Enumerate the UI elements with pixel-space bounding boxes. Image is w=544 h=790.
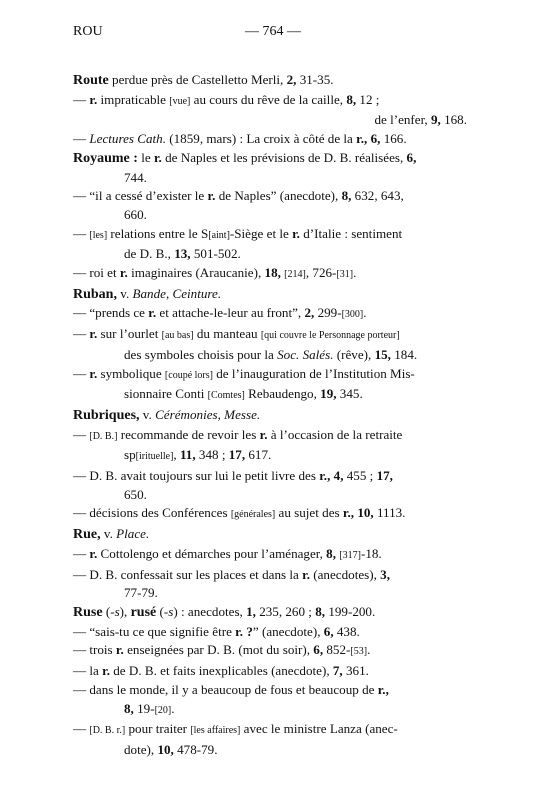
entry-text: — roi et [73,265,120,281]
index-line [73,71,467,91]
index-line [73,720,467,741]
entry-text: 660. [124,206,147,222]
entry-text: 235, 260 ; [255,603,316,619]
entry-text: -Siège et le [229,225,293,241]
italic-text: Bande, Ceinture. [132,285,222,301]
entry-text: relations entre le S [107,225,209,241]
index-line [73,486,467,505]
entry-text: et attache-le-leur au front”, [156,305,305,321]
editorial-insert: [coupé lors] [164,369,213,381]
entry-text: . [171,700,175,716]
entry-text: 184. [390,346,418,362]
entry-text: — dans le monde, il y a beaucoup de fous et beaucoup de [73,681,378,697]
volume-ref: 6, [406,149,417,165]
entry-text: v. [116,285,133,301]
italic-text: -s [110,603,120,619]
index-line [73,681,467,700]
index-line [73,741,467,760]
volume-ref: r. [207,188,216,204]
entry-text: de D. B. et faits inexplicables (anecdote), [109,663,333,679]
entry-text: imaginaires (Araucanie), [127,265,265,281]
entry-text: 617. [245,447,272,463]
index-line [73,504,467,525]
editorial-insert: [300] [341,309,364,321]
editorial-insert: [20] [154,704,172,716]
entry-text: sp [124,447,136,463]
entry-text: au sujet des [275,505,343,521]
volume-ref: 10, [157,741,174,757]
headword: Ruban, [73,286,117,302]
italic-text: Cérémonies, Messe. [155,406,261,422]
index-line [73,700,467,721]
entry-text: — la [73,663,103,679]
index-line [73,111,467,130]
entry-text: 478-79. [173,741,218,757]
index-line [73,603,467,623]
entry-text: . [363,305,367,321]
volume-ref: r. [102,663,110,679]
index-line [73,385,467,406]
volume-ref: 2, [286,72,297,87]
volume-ref: r. [89,326,98,342]
entry-text: — trois [73,642,116,658]
volume-ref: 3, [380,566,390,582]
entry-text: — D. B. avait toujours sur lui le petit livre des [73,468,320,484]
editorial-insert: [31] [336,269,354,281]
editorial-insert: [vue] [169,95,191,107]
entry-text: des symboles choisis pour la [124,346,278,362]
index-line [73,545,467,566]
editorial-insert: [qui couvre le Personnage porteur] [260,330,400,342]
entry-text: sionnaire Conti [124,386,208,402]
volume-ref: r. [302,566,310,582]
volume-ref: r. [259,426,268,442]
entry-text: d’Italie : sentiment [299,225,403,241]
italic-text: Lectures Cath. [89,131,166,147]
entry-text: 744. [124,169,147,185]
entry-text: , 726- [305,265,337,281]
entry-text: de l’enfer, [374,112,431,128]
entry-text: symbolique [97,365,165,381]
index-line [73,662,467,681]
entry-text: — [73,91,90,107]
entry-text: 501-502. [190,246,241,262]
italic-text: Soc. Salés. [277,346,334,362]
editorial-insert: [les] [89,229,108,241]
volume-ref: r., [319,468,331,484]
entry-text: — [73,365,90,381]
volume-ref: r., [377,681,389,697]
entry-text: de Naples et les prévisions de D. B. réalisées, [161,149,407,165]
entry-text: 299- [314,305,342,321]
entry-text: Rebaudengo, [244,386,321,402]
entry-text: ” (anecdote), [252,623,324,639]
index-line [73,346,467,365]
italic-text: Place. [116,526,150,542]
index-line [73,264,467,285]
entry-text: 1113. [373,505,406,521]
entry-text: — décisions des Conférences [73,505,231,521]
entry-text: 852- [323,642,351,658]
entry-text: — [73,326,90,342]
entry-text: du manteau [193,326,261,342]
entry-text: 166. [380,131,407,147]
volume-ref: 8, [326,545,336,561]
entry-text: — “prends ce [73,305,149,321]
page-number: — 764 — [245,24,301,39]
volume-ref: 6, [323,623,334,639]
volume-ref: 17, [376,468,393,484]
index-line [73,566,467,585]
editorial-insert: [D. B. r.] [89,725,126,737]
volume-ref: 1, [246,603,256,619]
entry-text: impraticable [97,91,170,107]
volume-ref: 17, [228,447,246,463]
entry-text: — [73,426,90,442]
entry-text: au cours du rêve de la caille, [190,91,347,107]
editorial-insert: [214] [284,269,306,281]
volume-ref: r. [153,149,162,165]
entry-text: de l’inauguration de l’Institution Mis- [212,365,415,381]
index-line [73,406,467,426]
entry-text: avec le ministre Lanza (anec- [240,721,398,737]
editorial-insert: [aint] [208,229,230,241]
index-line [73,641,467,662]
entry-text: — “sais-tu ce que signifie être [73,623,236,639]
entry-text: 438. [333,623,360,639]
index-line [73,426,467,447]
entry-text: de Naples” (anecdote), [215,188,342,204]
index-line [73,325,467,346]
volume-ref: 9, [430,112,441,128]
volume-ref: r. [148,305,157,321]
volume-ref: r., [356,131,368,147]
entry-text: 168. [440,112,467,128]
volume-ref: 8, [124,700,134,716]
entry-text: ( [156,603,164,619]
headword: Royaume : [73,150,138,166]
volume-ref: r. [89,365,98,381]
volume-ref: r. ? [235,623,253,639]
headword: Ruse [73,604,103,620]
entry-text: 455 ; [343,468,377,484]
editorial-insert: [générales] [230,509,276,521]
entry-text: enseignées par D. B. (mot du soir), [123,642,314,658]
entry-text: — “il a cessé d’exister le [73,188,208,204]
index-line [73,206,467,225]
entry-text: Cottolengo et démarches pour l’aménager, [97,545,327,561]
volume-ref: 18, [264,265,281,281]
entry-text: 199-200. [325,603,376,619]
volume-ref: 4, [333,468,344,484]
headword: Rue, [73,527,101,543]
index-line [73,91,467,112]
entry-text: — [73,131,90,147]
volume-ref: 7, [332,663,343,679]
index-entries [73,71,467,760]
index-line [73,285,467,305]
volume-ref: 8, [315,603,326,619]
entry-text: . [367,642,371,658]
volume-ref: r. [292,225,300,241]
volume-ref: 8, [346,91,357,107]
entry-text: perdue près de Castelletto Merli, [108,72,287,87]
entry-text: 31-35. [296,72,334,87]
headword: Rubriques, [73,407,140,423]
entry-text: ( [102,603,111,619]
entry-text: — [73,225,90,241]
headword: Route [73,73,109,88]
entry-text: (anecdotes), [309,566,381,582]
volume-ref: r. [115,642,124,658]
entry-text: sur l’ourlet [97,326,162,342]
entry-text: — [73,721,90,737]
entry-text: ) : anecdotes, [173,603,247,619]
editorial-insert: [Comtes] [207,390,245,402]
volume-ref: r. [119,265,128,281]
volume-ref: 13, [174,246,191,262]
entry-text: — D. B. confessait sur les places et dans la [73,566,303,582]
entry-text: 632, 643, [351,188,404,204]
volume-ref: 6, [370,131,381,147]
entry-text: pour traiter [125,721,191,737]
volume-ref: r. [89,545,98,561]
volume-ref: 8, [341,188,352,204]
editorial-insert: [D. B.] [89,430,118,442]
volume-ref: 10, [357,505,374,521]
entry-text: (rêve), [333,346,375,362]
volume-ref: 19, [320,386,337,402]
entry-text: dote), [124,741,158,757]
entry-text: recommande de revoir les [117,426,260,442]
entry-text: , [173,447,180,463]
editorial-insert: [au bas] [161,330,194,342]
index-line [73,446,467,467]
index-line [73,525,467,545]
index-line [73,225,467,246]
volume-ref: 15, [374,346,391,362]
index-line [73,467,467,486]
entry-text: le [137,149,154,165]
entry-text: 361. [342,663,369,679]
entry-text: 12 ; [356,91,380,107]
index-line [73,584,467,603]
index-line [73,149,467,169]
index-line [73,187,467,206]
volume-ref: r., [342,505,355,521]
editorial-insert: [irituelle] [135,451,174,463]
editorial-insert: [317] [339,549,361,561]
headword: rusé [130,604,157,620]
index-line [73,130,467,149]
entry-text: 77-79. [124,585,158,601]
entry-text: -18. [360,545,382,561]
entry-text: de D. B., [124,246,175,262]
volume-ref: 6, [313,642,324,658]
editorial-insert: [les affaires] [190,725,241,737]
entry-text: v. [100,526,117,542]
index-line [73,245,467,264]
index-line [73,304,467,325]
entry-text: v. [139,406,156,422]
volume-ref: 11, [179,447,196,463]
entry-text: 19- [133,700,155,716]
volume-ref: 2, [304,305,315,321]
index-line [73,623,467,642]
entry-text: à l’occasion de la retraite [267,426,403,442]
index-line [73,365,467,386]
entry-text: — [73,545,90,561]
running-head: ROU [73,24,103,39]
entry-text: 345. [336,386,363,402]
editorial-insert: [53] [350,646,368,658]
entry-text: ), [119,603,131,619]
page-header [73,24,473,42]
italic-text: -s [163,603,174,619]
index-line [73,169,467,188]
entry-text: (1859, mars) : La croix à côté de la [166,131,357,147]
entry-text: 650. [124,486,147,502]
entry-text: . [353,265,357,281]
entry-text: 348 ; [195,447,229,463]
volume-ref: r. [89,91,98,107]
